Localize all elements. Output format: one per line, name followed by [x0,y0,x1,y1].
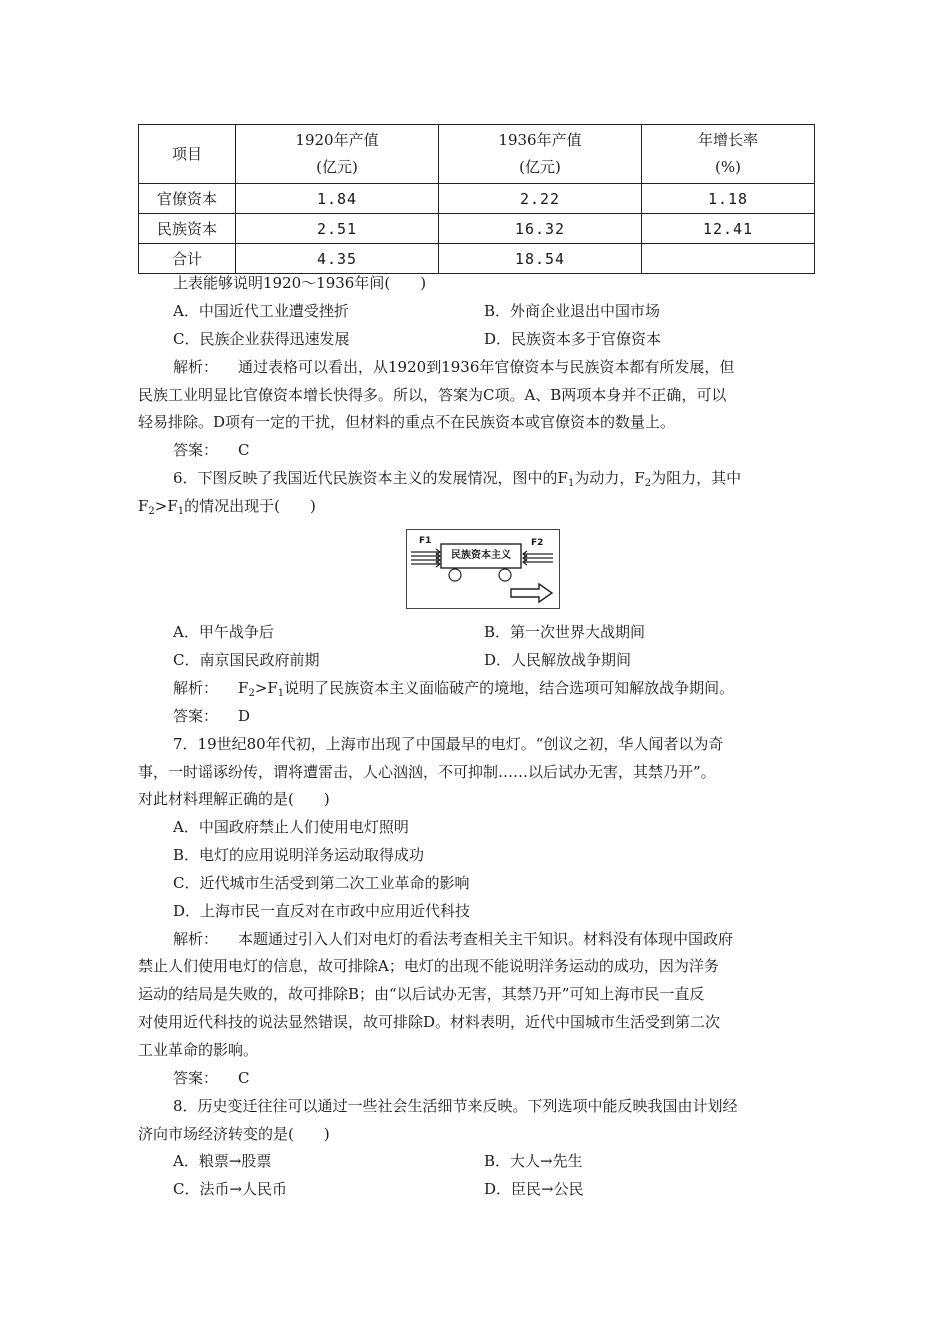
table-row [139,244,815,274]
q7-option-b: B．电灯的应用说明洋务运动取得成功 [173,846,425,864]
q5-stem: 上表能够说明1920～1936年间( ) [173,274,427,292]
table-cell: 2.22 [439,184,642,214]
q8-stem-line: 济向市场经济转变的是( ) [138,1125,330,1143]
q6-stem-line1: 6．下图反映了我国近代民族资本主义的发展情况，图中的$F_1$为动力，$F_2$为阻力，其中 [173,469,742,489]
q7-analysis-line: 运动的结局是失败的，故可排除B；由“以后试办无害，其禁乃开”可知上海市民一直反 [138,985,705,1003]
table-cell: 合计 [139,244,236,274]
table-cell [642,244,815,274]
analysis-label: 解析： [173,358,219,376]
q7-stem-line: 事，一时谣诼纷传，谓将遭雷击，人心汹汹，不可抑制……以后试办无害，其禁乃开”。 [138,763,716,781]
q5-analysis-line: 轻易排除。D项有一定的干扰，但材料的重点不在民族资本或官僚资本的数量上。 [138,413,676,431]
q5-option-d: D．民族资本多于官僚资本 [484,330,662,348]
q6-answer [173,705,250,727]
q7-option-a: A．中国政府禁止人们使用电灯照明 [173,818,409,836]
q7-stem-line: 7．19世纪80年代初，上海市出现了中国最早的电灯。“创议之初，华人闻者以为奇 [173,735,724,753]
table-header-cell: 项目 [139,125,236,184]
table-cell: 4.35 [236,244,439,274]
table-header-cell: 1920年产值 (亿元) [236,125,439,184]
q6-analysis-line: 解析： $F_2>F_1$说明了民族资本主义面临破产的境地，结合选项可知解放战争期间。 [173,679,735,699]
q8-option-a: A．粮票→股票 [173,1152,272,1170]
q6-option-c: C．南京国民政府前期 [173,651,320,669]
force-diagram [406,529,560,609]
answer-label: 答案： [173,707,219,725]
table-cell: 1.84 [236,184,439,214]
q7-option-c: C．近代城市生活受到第二次工业革命的影响 [173,874,470,892]
q6-stem-line2: $F_2>F_1$的情况出现于( ) [138,497,316,517]
table-cell: 1.18 [642,184,815,214]
q7-analysis-line: 对使用近代科技的说法显然错误，故可排除D。材料表明，近代中国城市生活受到第二次 [138,1013,721,1031]
table-cell: 16.32 [439,214,642,244]
q5-option-a: A．中国近代工业遭受挫折 [173,302,349,320]
table-cell: 12.41 [642,214,815,244]
q7-answer [173,1067,250,1089]
answer-value: C [238,441,250,459]
analysis-label: 解析： [173,679,219,697]
table-cell: 2.51 [236,214,439,244]
q7-analysis-line: 工业革命的影响。 [138,1041,259,1059]
output-value-table [138,124,815,274]
f2-label: F2 [531,538,544,548]
q7-stem-line: 对此材料理解正确的是( ) [138,790,330,808]
table-header-cell: 年增长率 (%) [642,125,815,184]
table-header-row [139,125,815,184]
q7-analysis-line: 解析： 本题通过引入人们对电灯的看法考查相关主干知识。材料没有体现中国政府 [173,930,734,948]
q6-option-a: A．甲午战争后 [173,623,274,641]
q6-option-b: B．第一次世界大战期间 [484,623,646,641]
q5-answer [173,439,250,461]
q8-option-b: B．大人→先生 [484,1152,583,1170]
q7-option-d: D．上海市民一直反对在市政中应用近代科技 [173,902,471,920]
q8-stem-line: 8．历史变迁往往可以通过一些社会生活细节来反映。下列选项中能反映我国由计划经 [173,1097,738,1115]
q5-analysis-line: 民族工业明显比官僚资本增长快得多。所以，答案为C项。A、B两项本身并不正确，可以 [138,386,727,404]
cart-label: 民族资本主义 [451,550,511,561]
analysis-label: 解析： [173,930,219,948]
q7-analysis-line: 禁止人们使用电灯的信息，故可排除A；电灯的出现不能说明洋务运动的成功，因为洋务 [138,957,719,975]
answer-label: 答案： [173,441,219,459]
q5-option-b: B．外商企业退出中国市场 [484,302,661,320]
table-row [139,214,815,244]
table-cell: 官僚资本 [139,184,236,214]
table-cell: 18.54 [439,244,642,274]
q5-option-c: C．民族企业获得迅速发展 [173,330,350,348]
answer-value: C [238,1069,250,1087]
table-cell: 民族资本 [139,214,236,244]
table-header-cell: 1936年产值 (亿元) [439,125,642,184]
q8-option-c: C．法币→人民币 [173,1180,288,1198]
q8-option-d: D．臣民→公民 [484,1180,584,1198]
q6-option-d: D．人民解放战争期间 [484,651,632,669]
answer-value: D [238,707,251,725]
table-row [139,184,815,214]
q5-analysis-line: 解析： 通过表格可以看出，从1920到1936年官僚资本与民族资本都有所发展，但 [173,358,735,376]
answer-label: 答案： [173,1069,219,1087]
f1-label: F1 [419,536,432,546]
